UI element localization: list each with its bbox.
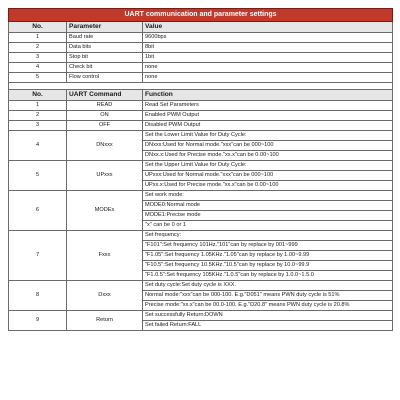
param-value: 8bit bbox=[143, 43, 393, 53]
table-row bbox=[9, 53, 393, 63]
title-row bbox=[9, 9, 393, 22]
table-row bbox=[9, 161, 393, 171]
param-value: 9600bps bbox=[143, 33, 393, 43]
command-function: Set frequency: bbox=[143, 231, 393, 241]
command-no: 6 bbox=[9, 191, 67, 231]
section-gap-cell bbox=[9, 83, 393, 90]
command-no: 8 bbox=[9, 281, 67, 311]
param-name: Flow control bbox=[67, 73, 143, 83]
command-function: Set the Upper Limit Value for Duty Cycle: bbox=[143, 161, 393, 171]
param-name: Check bit bbox=[67, 63, 143, 73]
command-function: "F10.5":Set frequency 10.5KHz."10.5"can by replace by 10.0~99.9 bbox=[143, 261, 393, 271]
param-no: 1 bbox=[9, 33, 67, 43]
command-function: Precise mode:"xx.x"can be 00.0-100. E.g."D20.8" means PWN duty cycle is 20.8% bbox=[143, 301, 393, 311]
param-no: 5 bbox=[9, 73, 67, 83]
command-no: 7 bbox=[9, 231, 67, 281]
table-row bbox=[9, 191, 393, 201]
table-row bbox=[9, 43, 393, 53]
table-row bbox=[9, 111, 393, 121]
command-header-no: No. bbox=[9, 90, 67, 101]
param-name: Data bits bbox=[67, 43, 143, 53]
command-function: "F1.05":Set frequency 1.05KHz."1.05"can by replace by 1.00~9.99 bbox=[143, 251, 393, 261]
table-title: UART communication and parameter settings bbox=[9, 9, 393, 22]
param-value: 1bit bbox=[143, 53, 393, 63]
command-name: Return bbox=[67, 311, 143, 331]
command-function: "F101":Set frequency 101Hz."101"can by replace by 001~999 bbox=[143, 241, 393, 251]
command-function: MODE1:Precise mode bbox=[143, 211, 393, 221]
table-row bbox=[9, 231, 393, 241]
param-no: 4 bbox=[9, 63, 67, 73]
command-function: Set failed Return:FALL bbox=[143, 321, 393, 331]
param-value: none bbox=[143, 73, 393, 83]
command-function: Set successfully Return:DOWN bbox=[143, 311, 393, 321]
command-function: "x" can be 0 or 1 bbox=[143, 221, 393, 231]
command-header-function: Function bbox=[143, 90, 393, 101]
table-row bbox=[9, 131, 393, 141]
param-name: Stop bit bbox=[67, 53, 143, 63]
table-row bbox=[9, 63, 393, 73]
command-function: Disabled PWM Output bbox=[143, 121, 393, 131]
command-name: UPxxx bbox=[67, 161, 143, 191]
command-no: 2 bbox=[9, 111, 67, 121]
command-function: Read Set Parameters bbox=[143, 101, 393, 111]
command-header-command: UART Command bbox=[67, 90, 143, 101]
command-function: MODE0:Normal mode bbox=[143, 201, 393, 211]
command-no: 3 bbox=[9, 121, 67, 131]
param-no: 2 bbox=[9, 43, 67, 53]
param-header-value: Value bbox=[143, 22, 393, 33]
command-function: Set the Lower Limit Value for Duty Cycle: bbox=[143, 131, 393, 141]
param-value: none bbox=[143, 63, 393, 73]
command-no: 5 bbox=[9, 161, 67, 191]
command-no: 9 bbox=[9, 311, 67, 331]
table-body bbox=[9, 9, 393, 331]
uart-settings-sheet bbox=[8, 8, 392, 331]
table-row bbox=[9, 281, 393, 291]
command-function: Set duty cycle:Set duty cycle is XXX. bbox=[143, 281, 393, 291]
command-no: 1 bbox=[9, 101, 67, 111]
param-header-row bbox=[9, 22, 393, 33]
command-function: DNxx.x:Used for Precise mode."xx.x"can be 0.00~100 bbox=[143, 151, 393, 161]
command-function: DNxxx:Used for Normal mode."xxx"can be 000~100 bbox=[143, 141, 393, 151]
param-header-no: No. bbox=[9, 22, 67, 33]
command-function: UPxx.x:Used for Precise mode."xx.x"can be 0.00~100 bbox=[143, 181, 393, 191]
command-name: Dxxx bbox=[67, 281, 143, 311]
table-row bbox=[9, 121, 393, 131]
command-name: DNxxx bbox=[67, 131, 143, 161]
command-function: Set work mode: bbox=[143, 191, 393, 201]
command-header-row bbox=[9, 90, 393, 101]
command-name: ON bbox=[67, 111, 143, 121]
command-name: OFF bbox=[67, 121, 143, 131]
table-row bbox=[9, 101, 393, 111]
command-function: Normal mode:"xxx"can be 000-100. E.g."D051" means PWN duty cycle is 51% bbox=[143, 291, 393, 301]
command-function: "F1.0.5":Set frequency 105KHz."1.0.5"can by replace by 1.0.0~1.5.0 bbox=[143, 271, 393, 281]
command-name: MODEx bbox=[67, 191, 143, 231]
command-name: READ bbox=[67, 101, 143, 111]
param-header-parameter: Parameter bbox=[67, 22, 143, 33]
command-function: UPxxx:Used for Normal mode."xxx"can be 000~100 bbox=[143, 171, 393, 181]
table-row bbox=[9, 73, 393, 83]
table-row bbox=[9, 311, 393, 321]
command-no: 4 bbox=[9, 131, 67, 161]
command-function: Enabled PWM Output bbox=[143, 111, 393, 121]
param-no: 3 bbox=[9, 53, 67, 63]
command-name: Fxxx bbox=[67, 231, 143, 281]
table-row bbox=[9, 33, 393, 43]
uart-settings-table bbox=[8, 8, 393, 331]
section-gap bbox=[9, 83, 393, 90]
param-name: Baud rate bbox=[67, 33, 143, 43]
